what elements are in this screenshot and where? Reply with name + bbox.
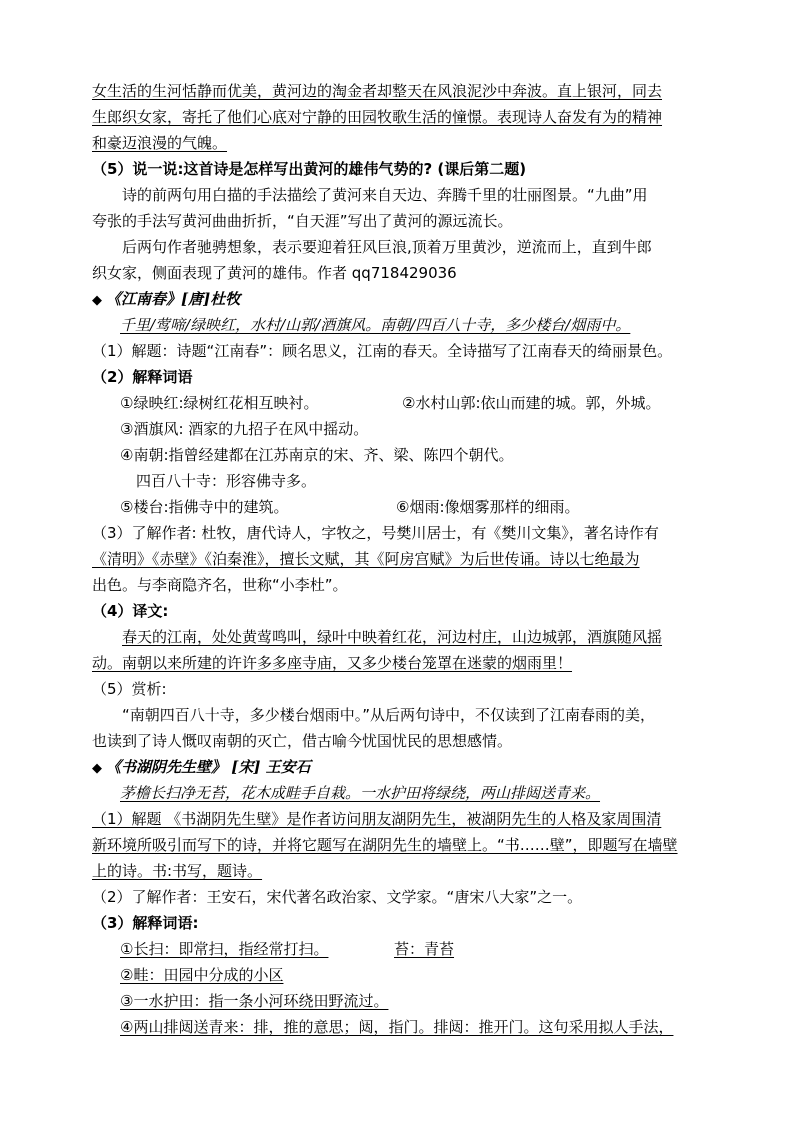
word-item: ①绿映红:绿树红花相互映衬。 — [120, 394, 319, 412]
word-item: ②水村山郭:依山而建的城。郭，外城。 — [402, 394, 661, 412]
diamond-bullet-icon: ◆ — [92, 761, 102, 776]
poem-text: 茅檐长扫净无苔，花木成畦手自栽。一水护田将绿绕，两山排闼送青来。 — [120, 784, 601, 802]
word-item: ②畦：田园中分成的小区 — [120, 966, 284, 984]
section-heading: （4）译文: — [92, 602, 169, 620]
translation-line: 春天的江南，处处黄莺鸣叫，绿叶中映着红花，河边村庄，山边城郭，酒旗随风摇 — [122, 628, 663, 646]
word-item: ①长扫：即常扫，指经常打扫。 — [120, 940, 329, 958]
text-line: 新环境所吸引而写下的诗，并将它题写在湖阴先生的墙壁上。“书……壁”，即题写在墙壁 — [92, 836, 678, 854]
translation-line: 动。南朝以来所建的许许多多座寺庙，又多少楼台笼罩在迷蒙的烟雨里！ — [92, 654, 573, 672]
word-item: ④两山排闼送青来：排，推的意思；闼，指门。排闼：推开门。这句采用拟人手法， — [120, 1018, 674, 1036]
appreciation-line: 也读到了诗人慨叹南朝的灭亡，借古喻今忧国忧民的思想感情。 — [92, 732, 513, 750]
word-row — [92, 494, 707, 520]
document-page — [92, 78, 707, 1040]
word-item: ⑤楼台:指佛寺中的建筑。 — [120, 498, 289, 516]
poem-title: ◆ 《书湖阴先生壁》 [宋] 王安石 — [92, 758, 311, 776]
word-item: 苔：青苔 — [394, 940, 455, 958]
word-row — [92, 936, 707, 962]
diamond-bullet-icon: ◆ — [92, 293, 102, 308]
word-row — [92, 390, 707, 416]
appreciation-line: “南朝四百八十寺，多少楼台烟雨中。”从后两句诗中，不仅读到了江南春雨的美， — [122, 706, 656, 724]
author-line: 出色。与李商隐齐名，世称“小李杜”。 — [92, 576, 348, 594]
text-line: 夸张的手法写黄河曲曲折折，“自天涯”写出了黄河的源远流长。 — [92, 212, 513, 230]
word-item: ④南朝:指曾经建都在江苏南京的宋、齐、梁、陈四个朝代。 — [120, 446, 514, 464]
poem-text: 千里/莺啼/绿映红，水村/山郭/酒旗风。南朝/四百八十寺，多少楼台/烟雨中。 — [120, 316, 631, 334]
section-heading: （5）说一说:这首诗是怎样写出黄河的雄伟气势的? (课后第二题) — [92, 160, 527, 178]
word-item: ③一水护田：指一条小河环绕田野流过。 — [120, 992, 389, 1010]
text-line: 后两句作者驰骋想象，表示要迎着狂风巨浪,顶着万里黄沙，逆流而上，直到牛郎 — [122, 238, 652, 256]
author-line: 《清明》《赤壁》《泊秦淮》，擅长文赋，其《阿房宫赋》为后世传诵。诗以七绝最为 — [92, 550, 640, 568]
word-item: 四百八十寺：形容佛寺多。 — [136, 472, 317, 490]
heading-line: （1）解题：诗题“江南春”：顾名思义，江南的春天。全诗描写了江南春天的绮丽景色。 — [92, 342, 673, 360]
text-line: 生郎织女家，寄托了他们心底对宁静的田园牧歌生活的憧憬。表现诗人奋发有为的精神 — [92, 108, 663, 126]
word-item: ③酒旗风: 酒家的九招子在风中摇动。 — [120, 420, 369, 438]
text-line: 织女家，侧面表现了黄河的雄伟。作者 qq718429036 — [92, 264, 457, 282]
text-line: 诗的前两句用白描的手法描绘了黄河来自天边、奔腾千里的壮丽图景。“九曲”用 — [122, 186, 648, 204]
text-line: 上的诗。书:书写，题诗。 — [92, 862, 263, 880]
heading-line: （1）解题 《书湖阴先生壁》是作者访问朋友湖阴先生，被湖阴先生的人格及家周围清 — [92, 810, 662, 828]
section-heading: （3）解释词语: — [92, 914, 199, 932]
section-heading: （2）解释词语 — [92, 368, 193, 386]
section-heading: （5）赏析: — [92, 680, 167, 698]
author-line: （2）了解作者：王安石，宋代著名政治家、文学家。“唐宋八大家”之一。 — [92, 888, 583, 906]
author-line: （3）了解作者: 杜牧，唐代诗人，字牧之，号樊川居士，有《樊川文集》，著名诗作有 — [92, 524, 659, 542]
word-item: ⑥烟雨:像烟雾那样的细雨。 — [396, 498, 580, 516]
text-line: 女生活的生河恬静而优美，黄河边的淘金者却整天在风浪泥沙中奔波。直上银河，同去 — [92, 82, 663, 100]
text-line: 和豪迈浪漫的气魄。 — [92, 134, 228, 152]
poem-title: ◆ 《江南春》[唐]杜牧 — [92, 290, 241, 308]
